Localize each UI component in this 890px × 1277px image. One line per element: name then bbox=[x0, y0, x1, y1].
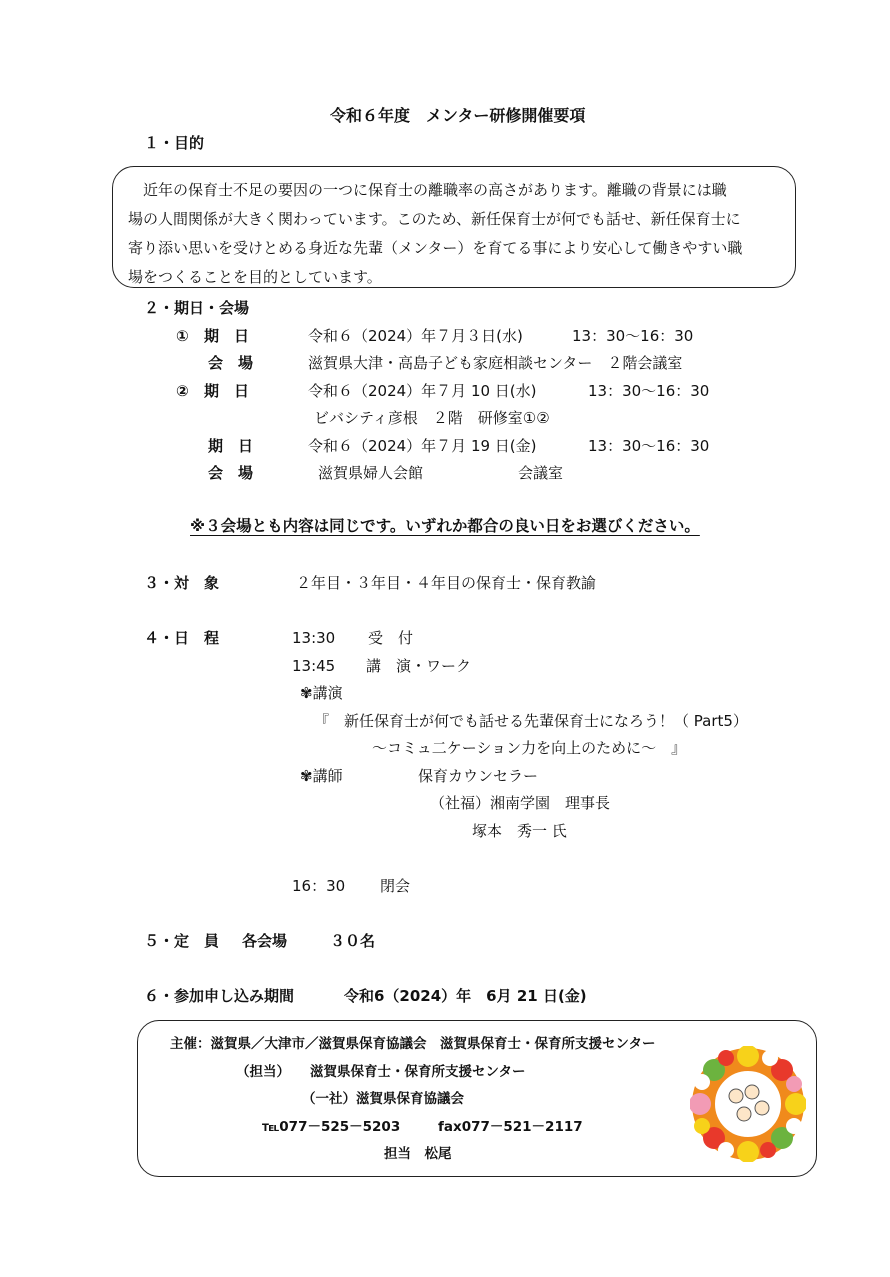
schedule-heading: ２・期日・会場 bbox=[144, 299, 250, 317]
lecture-label: ✾講演 bbox=[300, 684, 343, 702]
organizers: 主催：滋賀県／大津市／滋賀県保育協議会 滋賀県保育士・保育所支援センター bbox=[170, 1036, 656, 1052]
lecturer-label: ✾講師 bbox=[300, 767, 343, 785]
purpose-line: 場の人間関係が大きく関わっています。このため、新任保育士が何でも話せ、新任保育士に bbox=[128, 210, 741, 228]
session-2-time: 13：30～16：30 bbox=[588, 382, 710, 400]
session-2-number: ② bbox=[176, 382, 189, 400]
lecturer-name: 塚本 秀一 氏 bbox=[472, 822, 567, 840]
purpose-line: 寄り添い思いを受けとめる身近な先輩（メンター）を育てる事により安心して働きやすい職 bbox=[128, 239, 743, 257]
contact-person: 担当 松尾 bbox=[384, 1146, 452, 1162]
logo-center bbox=[714, 1070, 782, 1138]
session-1-venue-label: 会 場 bbox=[208, 354, 254, 372]
capacity-heading: ５・定 員 bbox=[144, 932, 220, 950]
purpose-heading: １・目的 bbox=[144, 134, 205, 152]
program-time-3: 16：30 bbox=[292, 877, 346, 895]
phone-number: ℡077－525－5203 bbox=[262, 1119, 401, 1135]
session-1-date: 令和６（2024）年７月３日(水) bbox=[308, 327, 523, 345]
capacity-value: ３０名 bbox=[330, 932, 376, 950]
venue-note: ※３会場とも内容は同じです。いずれか都合の良い日をお選びください。 bbox=[190, 517, 700, 535]
purpose-text bbox=[128, 176, 792, 292]
program-item-1: 受 付 bbox=[368, 629, 414, 647]
session-1-time: 13：30～16：30 bbox=[572, 327, 694, 345]
session-3-venue: 滋賀県婦人会館 bbox=[318, 464, 424, 482]
purpose-line: 場をつくることを目的としています。 bbox=[128, 268, 382, 286]
page-title: 令和６年度 メンター研修開催要項 bbox=[330, 106, 586, 125]
session-2-venue: ビバシティ彦根 ２階 研修室①② bbox=[314, 409, 550, 427]
session-1-number: ① bbox=[176, 327, 189, 345]
application-heading: ６・参加申し込み期間 bbox=[144, 987, 295, 1005]
target-text: ２年目・３年目・４年目の保育士・保育教諭 bbox=[296, 574, 597, 592]
fax-number: fax077－521－2117 bbox=[438, 1119, 583, 1135]
lecture-subtitle: ～コミュ二ケーション力を向上のために～ 』 bbox=[372, 739, 687, 757]
session-3-date-label: 期 日 bbox=[208, 437, 254, 455]
application-deadline: 令和6（2024）年 6月 21 日(金) bbox=[344, 987, 587, 1005]
program-item-3: 閉会 bbox=[380, 877, 411, 895]
capacity-label: 各会場 bbox=[242, 932, 288, 950]
session-1-venue: 滋賀県大津・高島子ども家庭相談センター ２階会議室 bbox=[308, 354, 683, 372]
session-3-time: 13：30～16：30 bbox=[588, 437, 710, 455]
contact-org-2: （一社）滋賀県保育協議会 bbox=[302, 1091, 464, 1107]
session-3-venue-room: 会議室 bbox=[518, 464, 564, 482]
contact-org-1: 滋賀県保育士・保育所支援センター bbox=[310, 1064, 526, 1080]
support-center-logo bbox=[690, 1046, 806, 1162]
purpose-line: 近年の保育士不足の要因の一つに保育士の離職率の高さがあります。離職の背景には職 bbox=[128, 181, 727, 199]
session-1-date-label: 期 日 bbox=[204, 327, 250, 345]
session-3-venue-label: 会 場 bbox=[208, 464, 254, 482]
program-heading: ４・日 程 bbox=[144, 629, 220, 647]
lecturer-org: （社福）湘南学園 理事長 bbox=[430, 794, 611, 812]
lecturer-role: 保育カウンセラー bbox=[418, 767, 539, 785]
session-2-date: 令和６（2024）年７月 10 日(水) bbox=[308, 382, 537, 400]
contact-label: （担当） bbox=[236, 1064, 290, 1080]
program-time-1: 13:30 bbox=[292, 629, 336, 647]
session-2-date-label: 期 日 bbox=[204, 382, 250, 400]
target-heading: ３・対 象 bbox=[144, 574, 220, 592]
lecture-title: 『 新任保育士が何でも話せる先輩保育士になろう！（ Part5） bbox=[314, 712, 748, 730]
session-3-date: 令和６（2024）年７月 19 日(金) bbox=[308, 437, 537, 455]
program-item-2: 講 演・ワーク bbox=[366, 657, 472, 675]
program-time-2: 13:45 bbox=[292, 657, 336, 675]
